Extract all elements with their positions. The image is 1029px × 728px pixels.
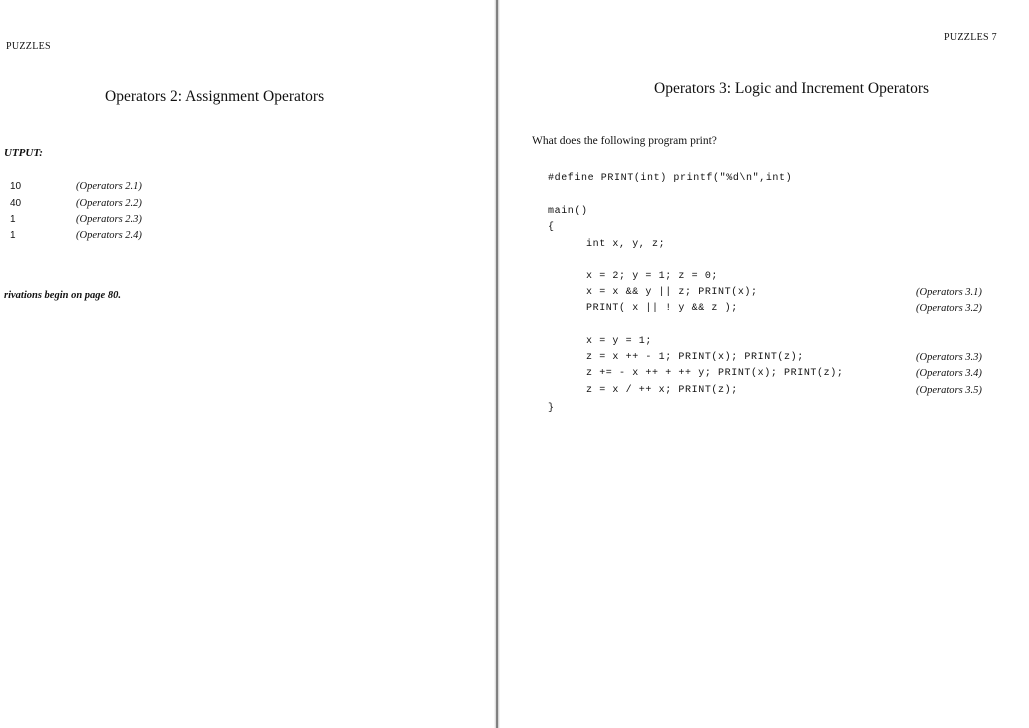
code-line: z = x / ++ x; PRINT(z); <box>586 385 738 396</box>
running-head-right: PUZZLES 7 <box>944 32 997 43</box>
code-reference: (Operators 3.2) <box>916 303 982 314</box>
code-line: z = x ++ - 1; PRINT(x); PRINT(z); <box>586 352 804 363</box>
page-title-right: Operators 3: Logic and Increment Operators <box>654 80 930 97</box>
code-line: x = y = 1; <box>586 336 653 347</box>
code-line: z += - x ++ + ++ y; PRINT(x); PRINT(z); <box>586 368 844 379</box>
code-line: x = 2; y = 1; z = 0; <box>586 271 719 282</box>
output-value: 10 <box>10 181 22 192</box>
output-reference: (Operators 2.1) <box>76 181 142 192</box>
question-text: What does the following program print? <box>532 135 717 147</box>
code-line: int x, y, z; <box>586 239 666 250</box>
output-value: 1 <box>10 214 16 225</box>
code-line: x = x && y || z; PRINT(x); <box>586 287 758 298</box>
output-value: 1 <box>10 230 16 241</box>
output-reference: (Operators 2.2) <box>76 198 142 209</box>
code-line: PRINT( x || ! y && z ); <box>586 303 738 314</box>
output-label: UTPUT: <box>4 147 43 159</box>
code-line: main() <box>548 206 588 217</box>
output-reference: (Operators 2.3) <box>76 214 142 225</box>
running-head-left: PUZZLES <box>6 41 51 52</box>
output-value: 40 <box>10 198 22 209</box>
code-line: #define PRINT(int) printf("%d\n",int) <box>548 173 793 184</box>
derivations-note: rivations begin on page 80. <box>4 290 121 301</box>
code-line: } <box>548 403 555 414</box>
output-reference: (Operators 2.4) <box>76 230 142 241</box>
left-page <box>0 0 494 728</box>
code-line: { <box>548 222 555 233</box>
page-title-left: Operators 2: Assignment Operators <box>105 88 325 105</box>
code-reference: (Operators 3.3) <box>916 352 982 363</box>
right-page <box>500 0 1029 728</box>
code-reference: (Operators 3.5) <box>916 385 982 396</box>
code-reference: (Operators 3.1) <box>916 287 982 298</box>
code-reference: (Operators 3.4) <box>916 368 982 379</box>
